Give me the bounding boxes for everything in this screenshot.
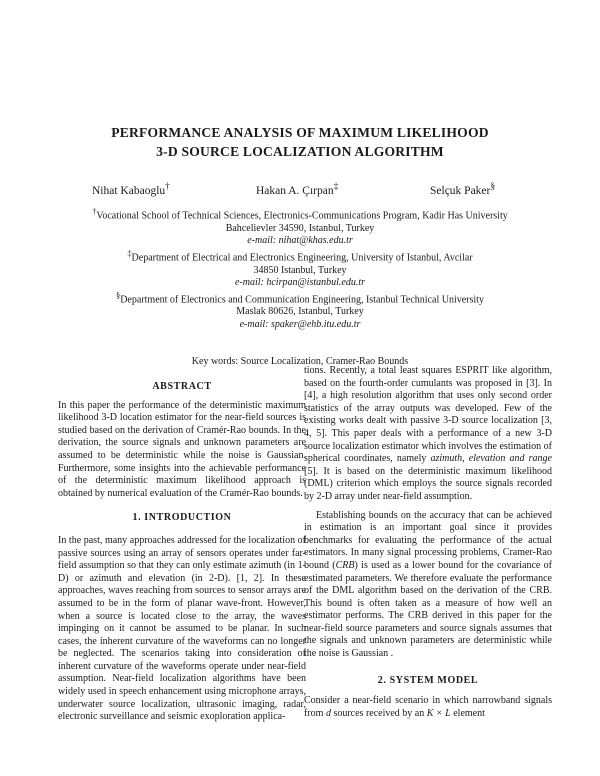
author-mark: § (490, 181, 496, 192)
italic-span: d (325, 707, 331, 719)
title-line-2: 3-D SOURCE LOCALIZATION ALGORITHM (156, 144, 444, 159)
text-span: sources received by an (330, 707, 427, 719)
affiliation-mark: ‡ (127, 248, 132, 258)
affiliation-address: 34850 Istanbul, Turkey (253, 264, 347, 276)
left-column (58, 381, 306, 724)
italic-span: CRB (335, 559, 355, 571)
author-name: Nihat Kabaoglu (92, 184, 166, 197)
text-span: Consider a near-field scenario in which narrowband signals from (304, 695, 552, 719)
affiliations (40, 206, 560, 331)
author-name: Hakan A. Çırpan (256, 184, 334, 197)
system-model-heading: 2. SYSTEM MODEL (377, 674, 479, 686)
author-2 (256, 181, 338, 197)
text-span: tions. Recently, a total least squares ESPRIT like algorithm, based on the fourth-order cumulants was proposed in [3]. In [4], a high resolution algorithm that uses only second order statistics of the array outputs was developed. Few of the existing works dealt with passive 3-D source localization [3, 4, 5]. This paper deals with a performance of a new 3-D source localization estimator which involves the estimation of spherical coordinates, namely (304, 365, 552, 465)
author-mark: † (165, 181, 170, 192)
affiliation-address: Bahcelievler 34590, Istanbul, Turkey (225, 222, 375, 234)
affiliation-mark: § (116, 290, 121, 300)
right-paragraph-2 (304, 510, 552, 661)
italic-span: K × L (426, 707, 451, 719)
right-paragraph-3 (304, 695, 552, 720)
text-span: [5]. It is based on the deterministic maximum likelihood (DML) criterion which employs the source signals recorded by 2-D array under near-field assumption. (304, 465, 552, 502)
text-span: element (450, 707, 485, 719)
right-column (304, 365, 552, 720)
author-mark: ‡ (333, 181, 339, 192)
italic-span: and range (509, 453, 552, 465)
right-paragraph-1 (304, 365, 552, 504)
affiliation-line: Department of Electrical and Electronics Engineering, University of Istanbul, Avcilar (131, 252, 473, 264)
affiliation-3 (40, 290, 560, 332)
title-line-1: PERFORMANCE ANALYSIS OF MAXIMUM LIKELIHOOD (111, 125, 489, 140)
abstract-text: In this paper the performance of the deterministic maximum likelihood 3-D location estimator for the near-field sources is studied based on the derivation of Cramér-Rao bounds. In the derivation, the source signals and unknown parameters are assumed to be deterministic while the noise is Gaussian. Furthermore, some insights into the achievable performance of the deterministic maximum likelihood approach is obtained by numerical evaluation of the Cramér-Rao bounds. (58, 399, 306, 499)
affiliation-line: Vocational School of Technical Sciences, Electronics-Communications Program, Kadir Has University (96, 210, 508, 222)
introduction-text: In the past, many approaches addressed for the localization of passive sources using an array of sensors operates under far-field assumption so that they can only estimate azimuth (in 1-D) or azimuth and elevation (in 2-D). [1, 2]. In these approaches, waves reaching from sources to sensor arrays are assumed to be in the form of planar wave-front. However, when a source is located close to the array, the waves impinging on it cannot be assumed to be planar. In such cases, the inherent curvature of the waveforms can no longer be neglected. The scenarios taking into consideration of inherent curvature of the waveforms operate under near-field assumption. Near-field localization algorithms have been widely used in speech enhancement using microphone arrays, underwater source localization, ultrasonic imaging, radar, electronic surveillance and seismic exoploration applica- (58, 534, 306, 723)
affiliation-2 (40, 248, 560, 290)
text-span: ) is used as a lower bound for the covariance of estimated parameters. We therefore evaluate the performance of the DML algorithm based on the derivation of the CRB. This bound is often taken as a measure of how well an estimator performs. The CRB derived in this paper for the near-field source parameters and source signals assumes that the signals and unknown parameters are deterministic while the noise is Gaussian . (304, 559, 552, 660)
affiliation-email: e-mail: nihat@khas.edu.tr (247, 235, 353, 247)
affiliation-email: e-mail: spaker@ehb.itu.edu.tr (239, 318, 361, 330)
author-1 (92, 181, 170, 197)
paper-title (40, 123, 560, 161)
affiliation-line: Department of Electronics and Communication Engineering, Istanbul Technical University (120, 293, 484, 305)
author-3 (430, 181, 495, 197)
italic-span: azimuth, elevation (430, 453, 506, 465)
introduction-heading: 1. INTRODUCTION (132, 512, 232, 524)
text-span: Establishing bounds on the accuracy that can be achieved in estimation is an important goal since it provides benchmarks for evaluating the performance of the actual estimators. In many signal processing problems, Cramer-Rao bound ( (304, 509, 552, 571)
affiliation-1 (40, 206, 560, 248)
affiliation-email: e-mail: hcirpan@istanbul.edu.tr (234, 277, 366, 289)
keywords: Key words: Source Localization, Cramer-Rao Bounds (191, 356, 409, 367)
affiliation-address: Maslak 80626, Istanbul, Turkey (236, 306, 364, 318)
affiliation-mark: † (92, 207, 97, 216)
abstract-heading: ABSTRACT (152, 381, 212, 392)
author-name: Selçuk Paker (430, 184, 491, 197)
